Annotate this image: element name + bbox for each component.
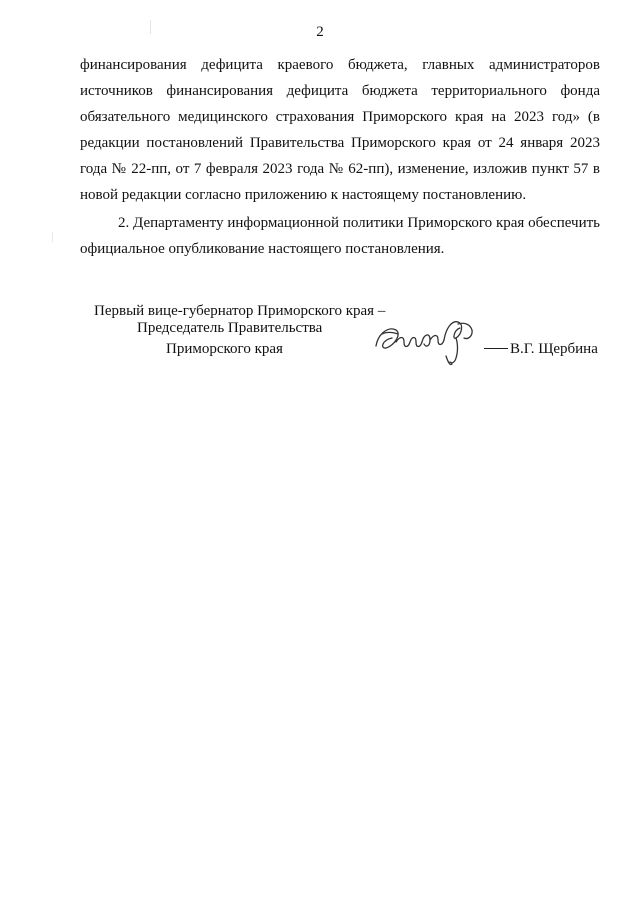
signer-name: В.Г. Щербина	[510, 341, 598, 357]
signer-position-line: Председатель Правительства	[137, 320, 323, 336]
body-paragraph: 2. Департаменту информационной политики Приморского края обеспечить официальное опубликование настоящего постановления.	[80, 215, 600, 257]
signer-position-line: Первый вице-губернатор Приморского края –	[94, 303, 386, 319]
page-number: 2	[316, 24, 324, 40]
handwritten-signature-icon	[372, 312, 492, 370]
signature-dash	[484, 348, 508, 349]
signer-position-line: Приморского края	[166, 341, 283, 357]
body-paragraph: финансирования дефицита краевого бюджета, главных администраторов источников финансирования дефицита бюджета территориального фонда обязательного медицинского страхования Приморского края на 2023 год» (в редакции постановлений Правительства Приморского края от 24 января 2023 года № 22-пп, от 7 февраля 2023 года № 62-пп), изменение, изложив пункт 57 в новой редакции согласно приложению к настоящему постановлению.	[80, 57, 600, 203]
